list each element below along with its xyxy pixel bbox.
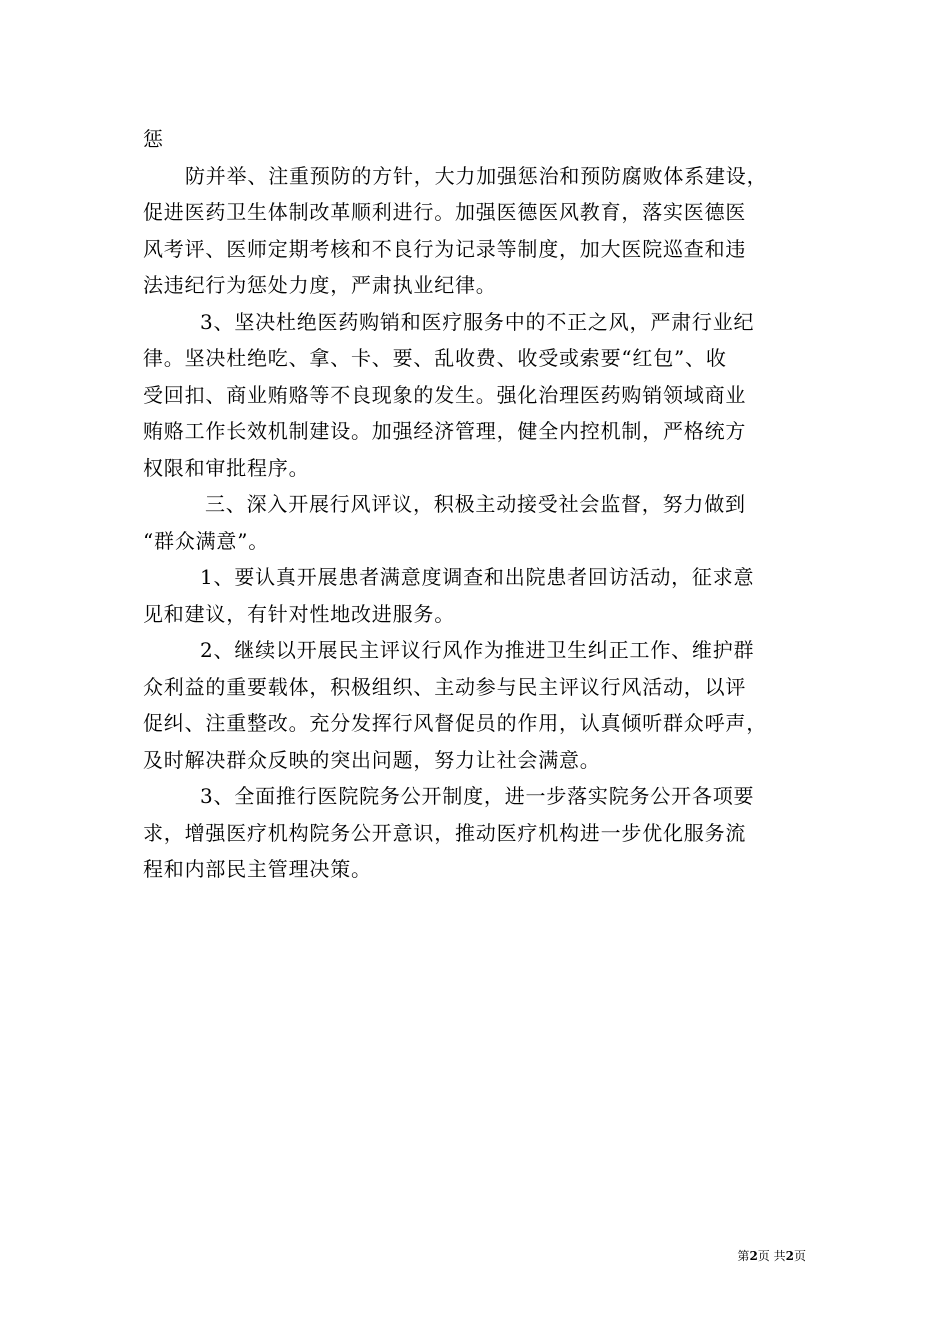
footer-suffix: 页 <box>793 1249 806 1263</box>
text-line: 风考评、医师定期考核和不良行为记录等制度，加大医院巡查和违 <box>143 237 747 261</box>
current-page-number: 2 <box>749 1249 758 1263</box>
text-line: 3、全面推行医院院务公开制度，进一步落实院务公开各项要 <box>200 784 755 808</box>
page-number-footer <box>737 1248 806 1264</box>
total-pages-number: 2 <box>785 1249 794 1263</box>
text-line: 及时解决群众反映的突出问题，努力让社会满意。 <box>143 748 601 772</box>
text-line: 3、坚决杜绝医药购销和医疗服务中的不正之风，严肃行业纪 <box>200 310 755 334</box>
text-line: 程和内部民主管理决策。 <box>143 857 372 881</box>
text-line: 众利益的重要载体，积极组织、主动参与民主评议行风活动，以评 <box>143 675 747 699</box>
text-line: 1、要认真开展患者满意度调查和出院患者回访活动，征求意 <box>200 565 755 589</box>
text-line: 促纠、注重整改。充分发挥行风督促员的作用，认真倾听群众呼声， <box>143 711 767 735</box>
text-line: 求，增强医疗机构院务公开意识，推动医疗机构进一步优化服务流 <box>143 821 747 845</box>
text-line: 法违纪行为惩处力度，严肃执业纪律。 <box>143 273 497 297</box>
text-line: 律。坚决杜绝吃、拿、卡、要、乱收费、收受或索要“红包”、收 <box>143 346 727 370</box>
section-heading: 三、深入开展行风评议，积极主动接受社会监督，努力做到 <box>205 492 746 516</box>
text-line: 贿赂工作长效机制建设。加强经济管理，健全内控机制，严格统方 <box>143 419 747 443</box>
text-line: 2、继续以开展民主评议行风作为推进卫生纠正工作、维护群 <box>200 638 755 662</box>
text-line: 促进医药卫生体制改革顺利进行。加强医德医风教育，落实医德医 <box>143 200 747 224</box>
footer-prefix: 第 <box>737 1249 750 1263</box>
footer-middle: 页 共 <box>757 1249 786 1263</box>
text-line: 受回扣、商业贿赂等不良现象的发生。强化治理医药购销领域商业 <box>143 383 747 407</box>
text-line: 见和建议，有针对性地改进服务。 <box>143 602 455 626</box>
text-line: 权限和审批程序。 <box>143 456 310 480</box>
text-line: “群众满意”。 <box>143 529 270 553</box>
text-line: 防并举、注重预防的方针，大力加强惩治和预防腐败体系建设， <box>185 164 768 188</box>
text-line: 惩 <box>143 127 164 151</box>
